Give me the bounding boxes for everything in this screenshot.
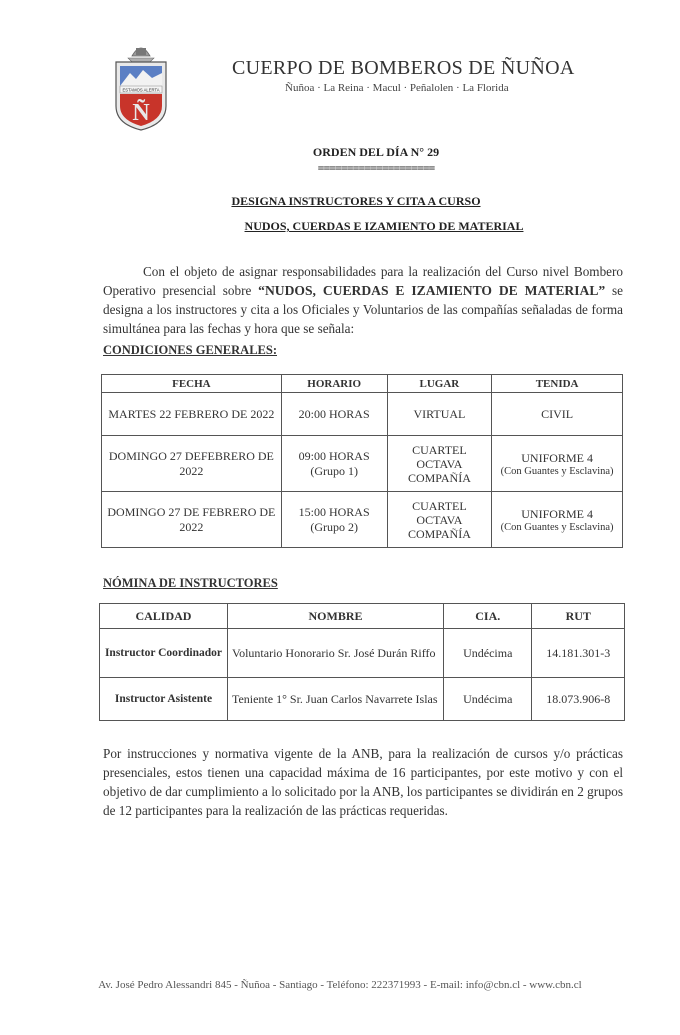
cell-calidad: Instructor Coordinador [100, 629, 228, 678]
cell-fecha: MARTES 22 FEBRERO DE 2022 [102, 393, 282, 436]
order-separator: ==================== [317, 161, 435, 175]
cell-nombre: Teniente 1° Sr. Juan Carlos Navarrete Islas [227, 678, 443, 721]
header-rut: RUT [532, 604, 625, 629]
cell-horario-time: 15:00 HORAS [298, 504, 370, 519]
cell-tenida [492, 436, 623, 492]
fire-brigade-emblem [110, 40, 172, 132]
conditions-table [101, 374, 623, 548]
table-row [102, 436, 623, 492]
subject-line-1: DESIGNA INSTRUCTORES Y CITA A CURSO [231, 194, 481, 208]
emblem-letter: Ñ [132, 100, 150, 126]
cell-tenida-uniform: UNIFORME 4 [521, 450, 593, 465]
instructors-table [99, 603, 625, 721]
cell-rut: 14.181.301-3 [532, 629, 625, 678]
cell-calidad: Instructor Asistente [100, 678, 228, 721]
cell-lugar: CUARTEL OCTAVA COMPAÑÍA [387, 436, 492, 492]
header-lugar: LUGAR [387, 375, 492, 393]
table-header-row [100, 604, 625, 629]
cell-nombre: Voluntario Honorario Sr. José Durán Riffo [227, 629, 443, 678]
header-cia: CIA. [444, 604, 532, 629]
cell-tenida-note: (Con Guantes y Esclavina) [500, 521, 614, 533]
cell-lugar: VIRTUAL [387, 393, 492, 436]
header-horario: HORARIO [281, 375, 387, 393]
organization-name: CUERPO DE BOMBEROS DE ÑUÑOA [232, 57, 575, 79]
header-tenida: TENIDA [492, 375, 623, 393]
footer-contact: Av. José Pedro Alessandri 845 - Ñuñoa - Santiago - Teléfono: 222371993 - E-mail: info@cbn.cl - www.cbn.cl [98, 979, 582, 991]
cell-rut: 18.073.906-8 [532, 678, 625, 721]
instructors-section-title: NÓMINA DE INSTRUCTORES [103, 576, 278, 590]
table-row [100, 678, 625, 721]
cell-tenida [492, 492, 623, 548]
cell-lugar: CUARTEL OCTAVA COMPAÑÍA [387, 492, 492, 548]
header-fecha: FECHA [102, 375, 282, 393]
cell-tenida: CIVIL [492, 393, 623, 436]
organization-communes: Ñuñoa · La Reina · Macul · Peñalolen · La Florida [285, 82, 509, 94]
table-row [100, 629, 625, 678]
cell-cia: Undécima [444, 678, 532, 721]
cell-tenida-note: (Con Guantes y Esclavina) [500, 465, 614, 477]
intro-part-1: Con el objeto de asignar responsabilidades para la realización del Curso nivel Bombero Operativo presencial sobre [103, 264, 623, 298]
intro-part-2: se designa a los instructores y cita a los Oficiales y Voluntarios de las compañías señaladas de forma simultánea para las fechas y hora que se señala: [103, 283, 623, 336]
header-calidad: CALIDAD [100, 604, 228, 629]
cell-horario-group: (Grupo 2) [310, 519, 358, 534]
cell-horario-time: 09:00 HORAS [298, 448, 370, 463]
intro-course-name: “NUDOS, CUERDAS E IZAMIENTO DE MATERIAL” [258, 283, 606, 298]
table-row [102, 393, 623, 436]
cell-fecha: DOMINGO 27 DEFEBRERO DE 2022 [102, 436, 282, 492]
order-title: ORDEN DEL DÍA N° 29 [312, 145, 440, 159]
cell-horario-group: (Grupo 1) [310, 463, 358, 478]
closing-paragraph: Por instrucciones y normativa vigente de la ANB, para la realización de cursos y/o prácticas presenciales, estos tienen una capacidad máxima de 16 participantes, por este motivo y con el objetivo de dar cumplimiento a lo solicitado por la ANB, los participantes se dividirán en 2 grupos de 12 participantes para la realización de las prácticas requeridas. [103, 746, 623, 818]
cell-horario: 20:00 HORAS [281, 393, 387, 436]
cell-tenida-uniform: UNIFORME 4 [521, 506, 593, 521]
cell-horario [281, 492, 387, 548]
intro-paragraph [103, 262, 623, 338]
table-header-row [102, 375, 623, 393]
subject-line-2: NUDOS, CUERDAS E IZAMIENTO DE MATERIAL [244, 219, 524, 233]
header-nombre: NOMBRE [227, 604, 443, 629]
cell-cia: Undécima [444, 629, 532, 678]
emblem-motto: ESTAMOS ALERTA [122, 87, 160, 93]
table-row [102, 492, 623, 548]
cell-horario [281, 436, 387, 492]
conditions-section-title: CONDICIONES GENERALES: [103, 343, 277, 357]
cell-fecha: DOMINGO 27 DE FEBRERO DE 2022 [102, 492, 282, 548]
